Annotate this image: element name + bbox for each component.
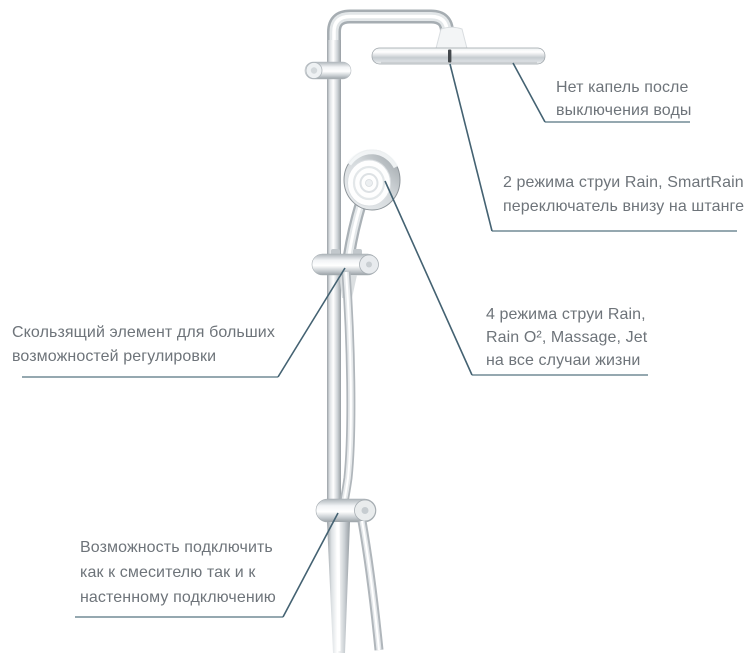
shower-rail bbox=[327, 40, 341, 512]
annotation-text-line: на все случаи жизни bbox=[486, 352, 641, 369]
annotation-text-line: Rain O², Massage, Jet bbox=[486, 329, 648, 346]
hose-tail bbox=[362, 521, 379, 650]
annotation-text-line: как к смесителю так и к bbox=[80, 564, 256, 581]
annotation-sliding-element bbox=[12, 321, 275, 369]
annotation-text-line: 4 режима струи Rain, bbox=[486, 306, 646, 323]
annotation-text-line: 2 режима струи Rain, SmartRain bbox=[503, 174, 744, 191]
ball-joint bbox=[436, 27, 467, 48]
annotation-text-line: настенному подключению bbox=[80, 589, 276, 606]
annotation-text-line: переключатель внизу на штанге bbox=[503, 198, 745, 215]
annotation-text-line: Скользящий элемент для больших bbox=[12, 324, 275, 341]
wall-bracket bbox=[305, 62, 351, 79]
annotation-text-line: Возможность подключить bbox=[80, 539, 273, 556]
annotation-text-line: выключения воды bbox=[556, 102, 692, 119]
annotation-two-spray-modes bbox=[503, 171, 744, 219]
annotation-connection-options bbox=[80, 535, 276, 610]
annotation-four-spray-modes bbox=[486, 303, 647, 372]
annotation-no-drip bbox=[556, 76, 691, 122]
hand-shower bbox=[344, 150, 400, 210]
annotation-text-line: Нет капель после bbox=[556, 79, 689, 96]
leader-four-modes bbox=[385, 181, 472, 375]
head-shower bbox=[372, 27, 545, 64]
bottom-connector bbox=[316, 499, 376, 522]
annotation-text-line: возможностей регулировки bbox=[12, 348, 217, 365]
smartrain-switch-mark bbox=[448, 50, 451, 63]
shower-hose bbox=[339, 272, 357, 506]
connector-outlet-pipe bbox=[327, 522, 350, 653]
leader-no-drip bbox=[513, 63, 545, 122]
leader-two-modes bbox=[450, 64, 492, 231]
